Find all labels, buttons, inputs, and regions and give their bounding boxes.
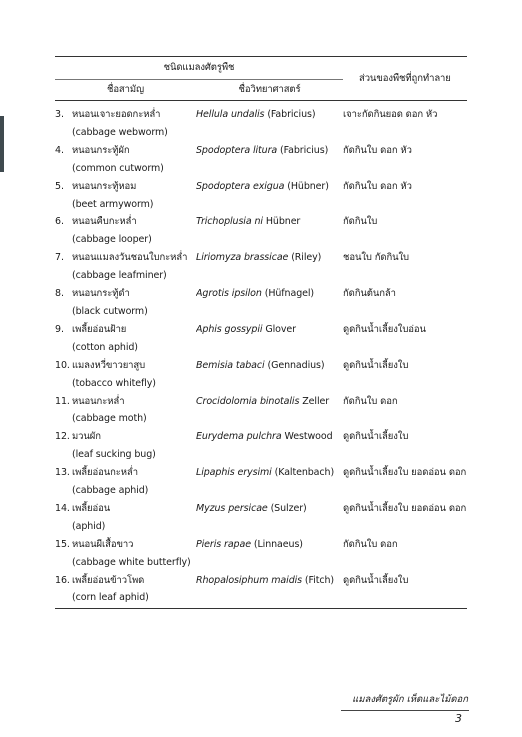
table-row xyxy=(55,249,467,285)
table-row xyxy=(55,500,467,536)
row-number: 8. xyxy=(55,288,64,300)
common-name-cell xyxy=(72,178,196,214)
scientific-name: Trichoplusia ni xyxy=(196,216,263,228)
row-number: 14. xyxy=(55,502,70,514)
scientific-authority: Zeller xyxy=(299,395,330,407)
common-name-cell xyxy=(72,572,196,609)
common-name-thai: เพลี้ยอ่อนฝ้าย xyxy=(72,323,127,335)
common-name-cell xyxy=(72,500,196,536)
table-row xyxy=(55,321,467,357)
common-name-thai: เพลี้ยอ่อนกะหล่ำ xyxy=(72,467,138,479)
page-number: 3 xyxy=(455,712,462,725)
footer-book-title: แมลงศัตรูผัก เห็ดและไม้ดอก xyxy=(352,694,468,705)
scientific-name: Eurydema pulchra xyxy=(196,431,282,443)
side-tab-marker xyxy=(0,116,4,172)
common-name-cell xyxy=(72,393,196,429)
scientific-name: Bemisia tabaci xyxy=(196,359,265,371)
damaged-part-cell: ดูดกินน้ำเลี้ยงใบ ยอดอ่อน ดอก xyxy=(343,502,467,514)
common-name-thai: หนอนกะหล่ำ xyxy=(72,395,125,407)
row-number: 7. xyxy=(55,252,64,264)
common-name-cell xyxy=(72,428,196,464)
common-name-english: (tobacco whitefly) xyxy=(72,377,156,389)
common-name-thai: เพลี้ยอ่อนข้าวโพด xyxy=(72,574,145,586)
common-name-thai: หนอนเจาะยอดกะหล่ำ xyxy=(72,109,161,120)
scientific-authority: (Linnaeus) xyxy=(250,538,303,550)
common-name-english: (cabbage leafminer) xyxy=(72,270,167,282)
scientific-name-cell xyxy=(196,285,343,321)
common-name-english: (cabbage moth) xyxy=(72,413,147,425)
table-row xyxy=(55,572,467,609)
common-name-cell xyxy=(72,249,196,285)
damaged-part-cell: กัดกินใบ ดอก หัว xyxy=(343,180,412,192)
common-name-thai: หนอนคืบกะหล่ำ xyxy=(72,216,137,228)
table-row xyxy=(55,428,467,464)
common-name-cell xyxy=(72,101,196,142)
row-number: 16. xyxy=(55,572,72,609)
table-row xyxy=(55,357,467,393)
common-name-english: (leaf sucking bug) xyxy=(72,449,156,461)
scientific-name: Hellula undalis xyxy=(196,109,265,120)
scientific-authority: (Hüfnagel) xyxy=(261,288,315,300)
scientific-authority: (Fitch) xyxy=(302,574,335,586)
scientific-authority: (Fabricius) xyxy=(264,109,316,120)
scientific-authority: Hübner xyxy=(262,216,301,228)
common-name-english: (corn leaf aphid) xyxy=(72,592,149,604)
common-name-english: (beet armyworm) xyxy=(72,198,154,210)
common-name-cell xyxy=(72,357,196,393)
scientific-name-cell xyxy=(196,464,343,500)
scientific-authority: (Kaltenbach) xyxy=(271,467,335,479)
common-name-english: (cabbage looper) xyxy=(72,234,152,246)
common-name-thai: มวนผัก xyxy=(72,431,101,443)
common-name-cell xyxy=(72,285,196,321)
header-pest-species: ชนิดแมลงศัตรูพืช xyxy=(55,57,343,80)
header-common-name: ชื่อสามัญ xyxy=(55,80,196,101)
common-name-thai: หนอนผีเสื้อขาว xyxy=(72,538,134,550)
row-number: 12. xyxy=(55,431,70,443)
row-number: 13. xyxy=(55,467,70,479)
row-number: 6. xyxy=(55,216,64,228)
row-number: 15. xyxy=(55,538,70,550)
scientific-authority: (Riley) xyxy=(288,252,322,264)
damaged-part-cell: ดูดกินน้ำเลี้ยงใบ xyxy=(343,572,467,609)
row-number: 4. xyxy=(55,144,64,156)
damaged-part-cell: ดูดกินน้ำเลี้ยงใบ ยอดอ่อน ดอก xyxy=(343,467,467,479)
common-name-english: (cotton aphid) xyxy=(72,341,138,353)
scientific-name-cell xyxy=(196,536,343,572)
common-name-thai: หนอนแมลงวันชอนใบกะหล่ำ xyxy=(72,252,188,264)
damaged-part-cell: เจาะกัดกินยอด ดอก หัว xyxy=(343,109,438,120)
scientific-authority: Westwood xyxy=(281,431,333,443)
scientific-name-cell xyxy=(196,428,343,464)
scientific-name-cell xyxy=(196,357,343,393)
common-name-english: (cabbage webworm) xyxy=(72,126,168,138)
table-row xyxy=(55,101,467,142)
damaged-part-cell: ดูดกินน้ำเลี้ยงใบ xyxy=(343,359,409,371)
scientific-name: Rhopalosiphum maidis xyxy=(196,574,303,586)
common-name-english: (black cutworm) xyxy=(72,305,148,317)
pest-table xyxy=(55,56,467,609)
damaged-part-cell: กัดกินใบ ดอก หัว xyxy=(343,144,412,156)
table-row xyxy=(55,285,467,321)
table-row xyxy=(55,178,467,214)
table-row xyxy=(55,464,467,500)
common-name-cell xyxy=(72,464,196,500)
scientific-name-cell xyxy=(196,393,343,429)
scientific-name-cell xyxy=(196,178,343,214)
scientific-name: Liriomyza brassicae xyxy=(196,252,289,264)
scientific-authority: (Hübner) xyxy=(284,180,329,192)
scientific-name: Lipaphis erysimi xyxy=(196,467,272,479)
table-row xyxy=(55,213,467,249)
row-number: 5. xyxy=(55,180,64,192)
damaged-part-cell: กัดกินใบ xyxy=(343,216,378,228)
scientific-name-cell xyxy=(196,500,343,536)
scientific-authority: (Sulzer) xyxy=(267,502,307,514)
scientific-name-cell xyxy=(196,321,343,357)
common-name-thai: เพลี้ยอ่อน xyxy=(72,502,111,514)
common-name-cell xyxy=(72,321,196,357)
footer-divider xyxy=(341,710,469,711)
table-row xyxy=(55,393,467,429)
common-name-cell xyxy=(72,213,196,249)
scientific-name-cell xyxy=(196,142,343,178)
scientific-name: Pieris rapae xyxy=(196,538,251,550)
common-name-cell xyxy=(72,536,196,572)
damaged-part-cell: ดูดกินน้ำเลี้ยงใบอ่อน xyxy=(343,323,426,335)
row-number: 11. xyxy=(55,395,70,407)
scientific-name: Crocidolomia binotalis xyxy=(196,395,300,407)
scientific-name-cell xyxy=(196,213,343,249)
scientific-name-cell xyxy=(196,101,343,142)
common-name-thai: แมลงหวี่ขาวยาสูบ xyxy=(72,359,146,371)
header-damaged-part: ส่วนของพืชที่ถูกทำลาย xyxy=(343,57,467,101)
pest-rows xyxy=(55,101,467,609)
common-name-english: (cabbage white butterfly) xyxy=(72,556,191,568)
scientific-authority: (Fabricius) xyxy=(277,144,329,156)
scientific-name-cell xyxy=(196,572,343,609)
scientific-name: Myzus persicae xyxy=(196,502,268,514)
common-name-thai: หนอนกระทู้หอม xyxy=(72,180,137,192)
common-name-thai: หนอนกระทู้ดำ xyxy=(72,288,130,300)
damaged-part-cell: กัดกินใบ ดอก xyxy=(343,395,398,407)
scientific-name: Spodoptera exigua xyxy=(196,180,285,192)
scientific-name: Aphis gossypii xyxy=(196,323,263,335)
table-row xyxy=(55,536,467,572)
common-name-thai: หนอนกระทู้ผัก xyxy=(72,144,130,156)
damaged-part-cell: ชอนใบ กัดกินใบ xyxy=(343,252,409,264)
row-number: 10. xyxy=(55,359,70,371)
damaged-part-cell: ดูดกินน้ำเลี้ยงใบ xyxy=(343,431,409,443)
scientific-authority: (Gennadius) xyxy=(264,359,325,371)
row-number: 3. xyxy=(55,109,64,120)
common-name-english: (aphid) xyxy=(72,520,106,532)
scientific-authority: Glover xyxy=(262,323,296,335)
damaged-part-cell: กัดกินต้นกล้า xyxy=(343,288,396,300)
common-name-english: (cabbage aphid) xyxy=(72,485,149,497)
scientific-name: Agrotis ipsilon xyxy=(196,288,262,300)
header-scientific-name: ชื่อวิทยาศาสตร์ xyxy=(196,80,343,101)
damaged-part-cell: กัดกินใบ ดอก xyxy=(343,538,398,550)
common-name-cell xyxy=(72,142,196,178)
row-number: 9. xyxy=(55,323,64,335)
scientific-name-cell xyxy=(196,249,343,285)
scientific-name: Spodoptera litura xyxy=(196,144,278,156)
common-name-english: (common cutworm) xyxy=(72,162,164,174)
table-row xyxy=(55,142,467,178)
